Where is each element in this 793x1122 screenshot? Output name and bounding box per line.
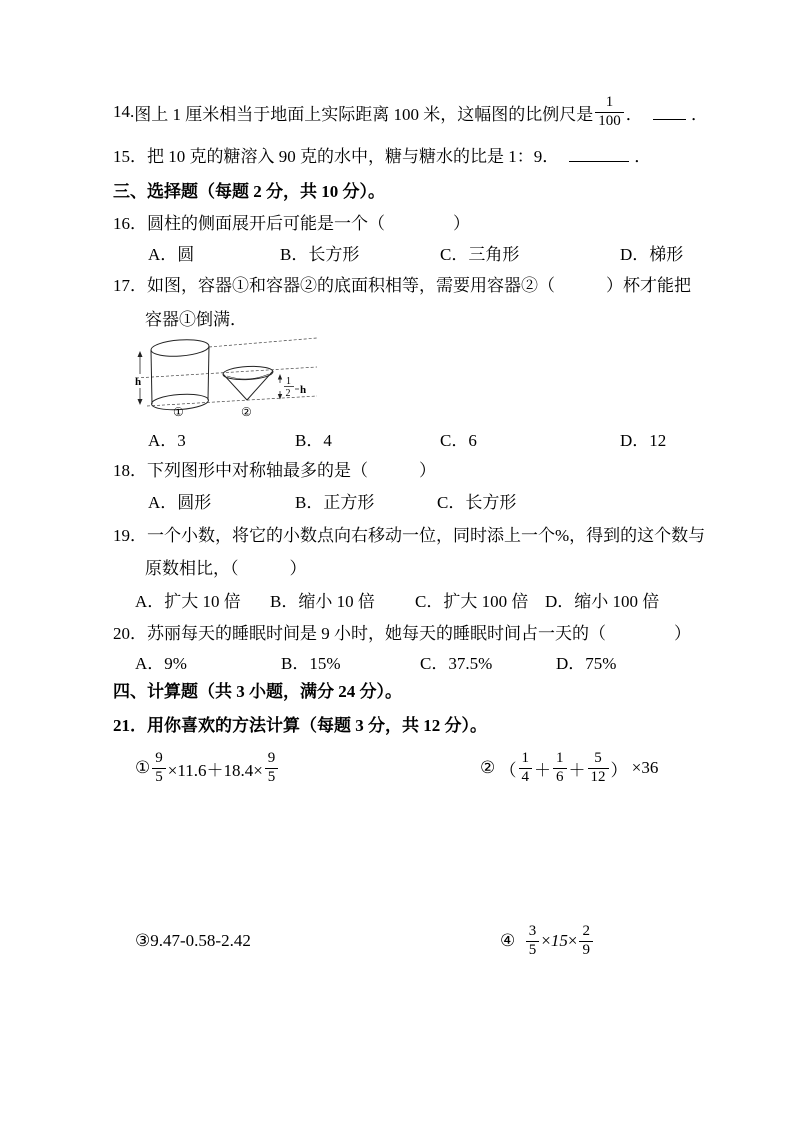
expression-2-tail: ×36	[631, 758, 659, 777]
fraction-denominator: 9	[582, 941, 590, 958]
fraction-denominator: 5	[267, 768, 276, 785]
period: ．	[625, 104, 643, 124]
answer-blank	[569, 146, 629, 162]
option-d: D．12	[620, 431, 667, 450]
question-16-number: 16．	[113, 214, 147, 233]
question-18	[113, 459, 708, 483]
question-19-text-line1: 一个小数，将它的小数点向右移动一位，同时添上一个%，得到的这个数与	[147, 526, 706, 545]
expression-1-middle: ×11.6＋18.4×	[167, 760, 263, 780]
fraction-2-9	[579, 923, 593, 959]
option-b: B．4	[295, 431, 332, 450]
fraction-5-12	[588, 750, 609, 786]
plus-sign: ＋	[534, 760, 551, 780]
question-20-text: 苏丽每天的睡眠时间是 9 小时，她每天的睡眠时间占一天的（ ）	[147, 624, 691, 643]
question-17-text-line1: 如图，容器①和容器②的底面积相等，需要用容器②（ ）杯才能把	[147, 276, 691, 295]
question-16-options	[113, 243, 708, 267]
option-d: D．缩小 100 倍	[545, 592, 660, 611]
fraction-numerator: 2	[579, 923, 593, 941]
work-space	[113, 798, 708, 911]
fraction-numerator: 9	[265, 750, 279, 768]
cylinder-shape	[151, 338, 210, 411]
fraction-1-6	[553, 750, 567, 786]
period: ．	[691, 104, 708, 124]
option-a: A．圆	[148, 245, 195, 264]
times-sign: ×	[541, 931, 551, 950]
question-16	[113, 212, 708, 236]
option-c: C．6	[440, 431, 477, 450]
question-18-options	[113, 491, 708, 515]
open-paren: （	[499, 760, 517, 780]
fraction-denominator: 4	[521, 768, 529, 785]
question-14-number: 14.	[113, 102, 135, 121]
question-21-title: 21．用你喜欢的方法计算（每题 3 分，共 12 分）。	[113, 716, 487, 735]
option-b: B．长方形	[280, 245, 360, 264]
option-c: C．扩大 100 倍	[415, 592, 529, 611]
section-4-title: 四、计算题（共 3 小题，满分 24 分）。	[113, 682, 402, 701]
option-b: B．缩小 10 倍	[270, 592, 375, 611]
half-h-label: h	[300, 384, 307, 396]
question-20-number: 20．	[113, 624, 147, 643]
expression-4	[500, 923, 595, 959]
fraction-numerator: 1	[595, 94, 624, 112]
expression-4-label: ④	[500, 931, 516, 950]
close-paren: ）	[610, 760, 628, 780]
option-c: C．三角形	[440, 245, 520, 264]
fraction-9-5	[152, 750, 166, 786]
half-denominator: 2	[285, 388, 291, 399]
plus-sign: ＋	[568, 760, 586, 780]
fraction-1-4	[519, 750, 533, 786]
calc-row-2	[113, 911, 708, 971]
fraction-denominator: 12	[590, 768, 606, 785]
fraction-denominator: 5	[528, 941, 537, 958]
question-17-line1	[113, 274, 708, 298]
question-17-options	[113, 429, 708, 453]
dashed-line-top	[209, 338, 317, 347]
question-17-number: 17．	[113, 276, 147, 295]
option-a: A．圆形	[148, 493, 212, 512]
expression-3	[135, 931, 500, 951]
fraction-numerator: 1	[519, 750, 533, 768]
expression-4-middle: 15	[550, 931, 568, 950]
cylinder-number-label: ①	[173, 405, 184, 418]
option-d: D．75%	[556, 654, 617, 673]
question-14	[113, 88, 708, 136]
question-20	[113, 622, 708, 646]
option-a: A．扩大 10 倍	[135, 592, 241, 611]
question-17-figure	[131, 334, 708, 423]
cone-number-label: ②	[241, 405, 252, 418]
answer-blank	[653, 104, 686, 120]
option-c: C．37.5%	[420, 654, 493, 673]
option-a: A．3	[148, 431, 186, 450]
fraction-denominator: 6	[556, 768, 564, 785]
question-18-number: 18．	[113, 461, 147, 480]
question-18-text: 下列图形中对称轴最多的是（ ）	[147, 461, 436, 480]
question-16-text: 圆柱的侧面展开后可能是一个（ ）	[147, 214, 470, 233]
fraction-3-5	[526, 923, 540, 959]
fraction-9-5	[265, 750, 279, 786]
question-19-line1	[113, 524, 708, 548]
expression-3-label: ③	[135, 931, 151, 950]
expression-2-label: ②	[480, 758, 496, 777]
question-14-text: 图上 1 厘米相当于地面上实际距离 100 米，这幅图的比例尺是	[134, 104, 594, 124]
fraction-1-100	[595, 94, 624, 130]
expression-2	[480, 750, 658, 786]
question-15-number: 15．	[113, 147, 147, 166]
fraction-denominator: 100	[598, 112, 621, 129]
section-3-title: 三、选择题（每题 2 分，共 10 分）。	[113, 182, 385, 201]
question-19-line2: 原数相比，（ ）	[145, 559, 307, 578]
option-a: A．9%	[135, 654, 187, 673]
question-17-line2: 容器①倒满．	[145, 310, 247, 329]
fraction-denominator: 5	[155, 768, 163, 785]
question-19-options	[113, 590, 708, 614]
calc-row-1	[113, 738, 708, 798]
option-b: B．15%	[281, 654, 341, 673]
question-15	[113, 145, 708, 169]
cone-height-dimension	[278, 374, 282, 400]
option-d: D．梯形	[620, 245, 684, 264]
question-19-number: 19．	[113, 526, 147, 545]
half-numerator: 1	[286, 376, 291, 387]
expression-1-label: ①	[135, 758, 151, 777]
option-b: B．正方形	[295, 493, 375, 512]
times-sign: ×	[567, 931, 578, 950]
fraction-numerator: 5	[588, 750, 609, 768]
cone-shape	[223, 365, 274, 400]
option-c: C．长方形	[437, 493, 517, 512]
cylinder-height-label: h	[135, 376, 142, 388]
question-20-options	[113, 652, 708, 676]
period: ．	[634, 147, 652, 166]
expression-1	[135, 750, 480, 786]
expression-3-text: 9.47-0.58-2.42	[150, 931, 251, 950]
fraction-numerator: 3	[526, 923, 540, 941]
question-15-text: 把 10 克的糖溶入 90 克的水中，糖与糖水的比是 1：9．	[147, 147, 560, 166]
fraction-numerator: 1	[553, 750, 567, 768]
fraction-numerator: 9	[152, 750, 166, 768]
half-fraction-label	[284, 376, 306, 399]
containers-diagram	[131, 334, 321, 418]
